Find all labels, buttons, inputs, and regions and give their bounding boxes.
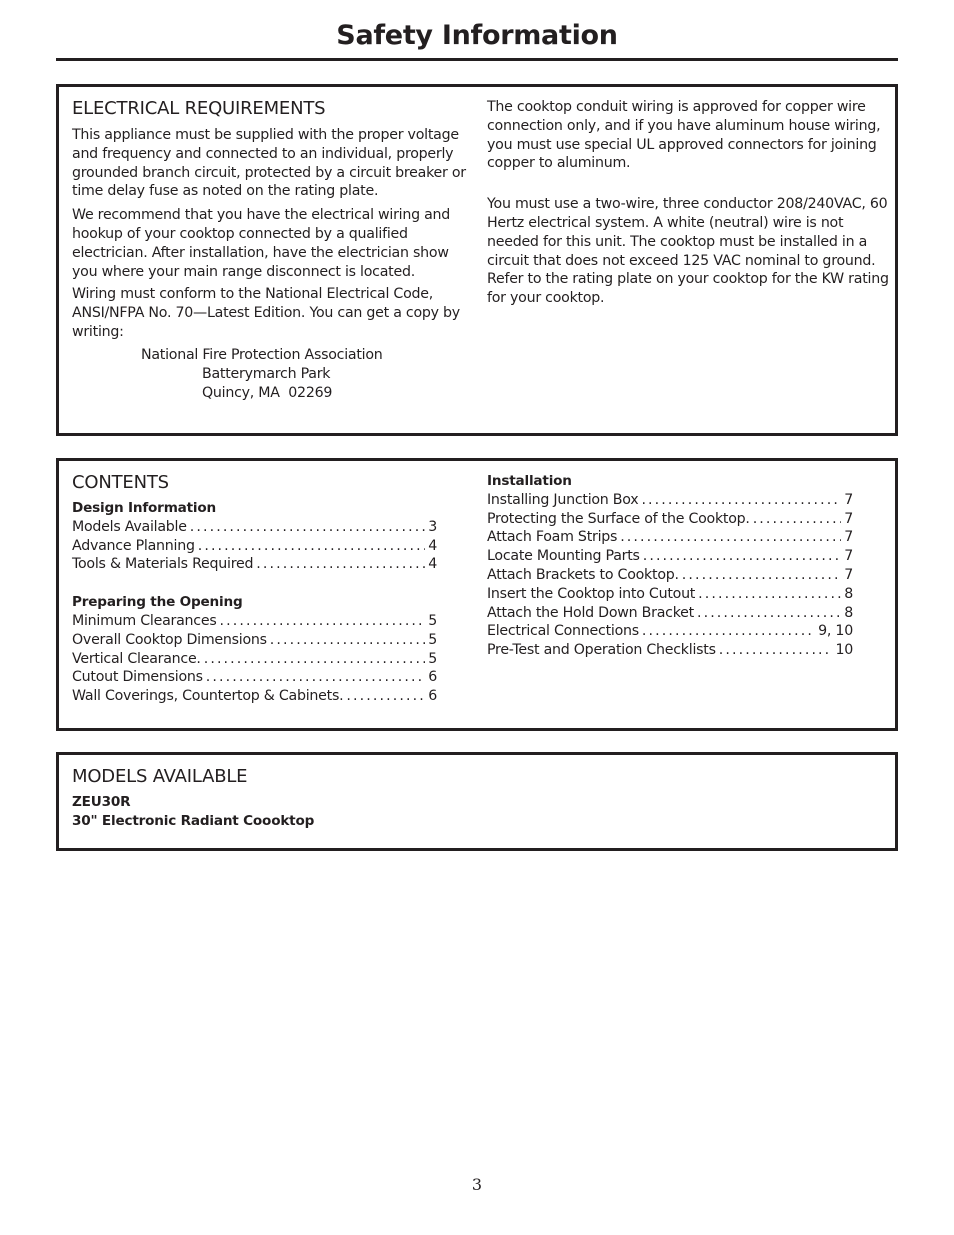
toc-entry[interactable]: [487, 622, 853, 641]
toc-entry-label: Overall Cooktop Dimensions: [72, 631, 267, 648]
toc-entry-label: Attach the Hold Down Bracket: [487, 604, 694, 621]
toc-entry-label: Models Available: [72, 518, 187, 535]
toc-leader: [620, 528, 841, 547]
toc-entry[interactable]: [487, 547, 853, 566]
toc-leader: [753, 510, 842, 529]
contents-box: [56, 458, 898, 731]
models-heading: MODELS AVAILABLE: [72, 766, 248, 787]
toc-section-title: Design Information: [72, 500, 216, 516]
toc-entry-page: 7: [844, 529, 853, 546]
toc-section-title: Installation: [487, 473, 572, 489]
electrical-paragraph-2: We recommend that you have the electrical wiring and hookup of your cooktop connected by a qualified electrician. After installation, have the electrician show you where your main range disconnect is located.: [72, 207, 451, 280]
toc-entry-page: 8: [844, 585, 853, 602]
toc-leader: [204, 650, 426, 669]
toc-entry-label: Cutout Dimensions: [72, 669, 203, 686]
models-column: [72, 766, 672, 831]
electrical-right-paragraph-1: The cooktop conduit wiring is approved for copper wire connection only, and if you have aluminum house wiring, you must use special UL approved connectors for joining copper to aluminum.: [487, 99, 881, 172]
toc-leader: [346, 687, 425, 706]
address-line-org: National Fire Protection Association: [141, 346, 383, 363]
title-rule: [56, 58, 898, 61]
address-line-street: Batterymarch Park: [202, 365, 331, 382]
toc-entry[interactable]: [487, 566, 853, 585]
toc-section-installation: [487, 491, 853, 660]
electrical-right-column: [487, 98, 889, 308]
toc-entry-page: 6: [428, 669, 437, 686]
toc-entry-page: 5: [428, 612, 437, 629]
electrical-heading: ELECTRICAL REQUIREMENTS: [72, 98, 326, 119]
toc-entry-label: Attach Brackets to Cooktop.: [487, 566, 679, 583]
models-available-box: [56, 752, 898, 851]
contents-heading: CONTENTS: [72, 472, 169, 493]
toc-leader: [682, 566, 841, 585]
toc-entry-label: Vertical Clearance.: [72, 650, 201, 667]
toc-leader: [697, 604, 841, 623]
toc-entry-page: 9, 10: [818, 623, 853, 640]
toc-entry[interactable]: [72, 687, 437, 706]
toc-entry[interactable]: [72, 631, 437, 650]
toc-section-preparing-the-opening: [72, 612, 437, 706]
nfpa-address: [72, 346, 472, 403]
toc-leader: [190, 518, 426, 537]
toc-entry-label: Locate Mounting Parts: [487, 548, 640, 565]
address-line-city: Quincy, MA 02269: [202, 384, 333, 401]
toc-entry-page: 7: [844, 491, 853, 508]
toc-leader: [256, 555, 425, 574]
toc-entry-page: 8: [844, 604, 853, 621]
toc-entry[interactable]: [72, 650, 437, 669]
toc-entry-page: 7: [844, 566, 853, 583]
toc-entry-page: 10: [835, 642, 853, 659]
toc-entry[interactable]: [487, 510, 853, 529]
toc-entry-page: 5: [428, 650, 437, 667]
toc-entry[interactable]: [487, 491, 853, 510]
toc-entry-label: Installing Junction Box: [487, 491, 639, 508]
toc-entry[interactable]: [487, 585, 853, 604]
toc-entry-page: 4: [428, 537, 437, 554]
toc-entry-label: Insert the Cooktop into Cutout: [487, 585, 696, 602]
electrical-paragraph-3: Wiring must conform to the National Electrical Code, ANSI/NFPA No. 70—Latest Edition. You can get a copy by writing:: [72, 286, 460, 340]
toc-section-title: Preparing the Opening: [72, 594, 243, 611]
toc-leader: [719, 641, 833, 660]
electrical-left-column: [72, 98, 472, 403]
toc-leader: [198, 537, 426, 556]
toc-entry-page: 6: [428, 688, 437, 705]
toc-entry-label: Minimum Clearances: [72, 612, 217, 629]
toc-entry-label: Attach Foam Strips: [487, 529, 618, 546]
electrical-right-paragraph-2: You must use a two-wire, three conductor 208/240VAC, 60 Hertz electrical system. A white (neutral) wire is not needed for this unit. The cooktop must be installed in a circuit that does not exceed 125 VAC nominal to ground. Refer to the rating plate on your cooktop for the KW rating for your cooktop.: [487, 196, 889, 307]
toc-entry[interactable]: [72, 555, 437, 574]
contents-left-column: [72, 472, 437, 706]
toc-leader: [206, 668, 425, 687]
toc-entry[interactable]: [487, 528, 853, 547]
model-description: 30" Electronic Radiant Coooktop: [72, 812, 315, 829]
toc-entry-page: 4: [428, 556, 437, 573]
model-number: ZEU30R: [72, 794, 131, 810]
toc-entry-label: Protecting the Surface of the Cooktop.: [487, 510, 750, 527]
page-number: 3: [471, 1175, 483, 1194]
toc-entry[interactable]: [72, 612, 437, 631]
contents-right-column: [487, 472, 853, 660]
toc-entry-label: Pre-Test and Operation Checklists: [487, 642, 716, 659]
toc-entry-page: 7: [844, 510, 853, 527]
electrical-paragraph-1: This appliance must be supplied with the proper voltage and frequency and connected to an individual, properly grounded branch circuit, protected by a circuit breaker or time delay fuse as noted on the rating plate.: [72, 127, 466, 200]
toc-entry-label: Wall Coverings, Countertop & Cabinets.: [72, 688, 344, 705]
toc-leader: [641, 491, 841, 510]
toc-entry[interactable]: [487, 604, 853, 623]
toc-entry[interactable]: [72, 518, 437, 537]
toc-leader: [270, 631, 425, 650]
page-title: Safety Information: [336, 20, 618, 51]
toc-leader: [643, 547, 842, 566]
toc-section-design-information: [72, 518, 437, 574]
toc-entry[interactable]: [72, 537, 437, 556]
toc-entry[interactable]: [72, 668, 437, 687]
toc-entry-page: 7: [844, 548, 853, 565]
toc-entry-page: 5: [428, 631, 437, 648]
toc-entry-label: Electrical Connections: [487, 623, 639, 640]
toc-entry[interactable]: [487, 641, 853, 660]
toc-entry-label: Tools & Materials Required: [72, 556, 254, 573]
toc-entry-page: 3: [428, 518, 437, 535]
toc-entry-label: Advance Planning: [72, 537, 195, 554]
toc-leader: [698, 585, 841, 604]
toc-leader: [219, 612, 425, 631]
toc-leader: [642, 622, 815, 641]
electrical-requirements-box: [56, 84, 898, 436]
